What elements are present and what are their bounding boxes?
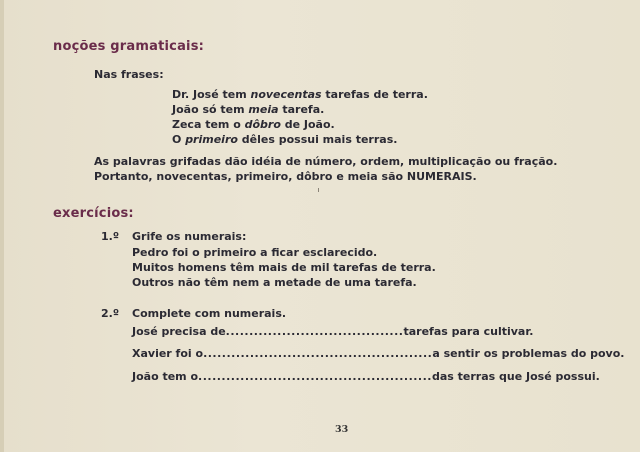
fill-in-prefix: José precisa de bbox=[132, 325, 226, 338]
intro-text: Nas frases: bbox=[94, 68, 164, 81]
example-sentence: João só tem meia tarefa. bbox=[172, 103, 325, 116]
fill-in-line bbox=[132, 370, 600, 383]
section-title-exercises: exercícios: bbox=[53, 206, 134, 221]
explanation-line: Portanto, novecentas, primeiro, dôbro e meia são NUMERAIS. bbox=[94, 170, 477, 183]
exercise-instruction: Complete com numerais. bbox=[132, 307, 287, 320]
page-edge bbox=[0, 0, 4, 452]
fill-in-line bbox=[132, 325, 533, 338]
fill-in-blank: .................................................. bbox=[198, 370, 432, 383]
exercise-instruction: Grife os numerais: bbox=[132, 230, 247, 243]
exercise-number: 2.º bbox=[101, 307, 120, 320]
exercise-number: 1.º bbox=[101, 230, 120, 243]
section-title-grammar: noções gramaticais: bbox=[53, 39, 205, 54]
page-number: 33 bbox=[335, 424, 349, 435]
fill-in-suffix: a sentir os problemas do povo. bbox=[432, 347, 625, 360]
example-sentence: Zeca tem o dôbro de João. bbox=[172, 118, 335, 131]
example-sentence: Dr. José tem novecentas tarefas de terra. bbox=[172, 88, 428, 101]
exercise-line: Muitos homens têm mais de mil tarefas de terra. bbox=[132, 261, 436, 274]
fill-in-line bbox=[132, 347, 624, 360]
exercise-line: Pedro foi o primeiro a ficar esclarecido. bbox=[132, 246, 378, 259]
fill-in-prefix: João tem o bbox=[132, 370, 199, 383]
explanation-line: As palavras grifadas dão idéia de número, ordem, multiplicação ou fração. bbox=[94, 155, 558, 168]
fill-in-blank: ...................................... bbox=[225, 325, 404, 338]
print-speck bbox=[318, 188, 319, 192]
fill-in-blank: ................................................. bbox=[203, 347, 433, 360]
exercise-line: Outros não têm nem a metade de uma tarefa. bbox=[132, 276, 417, 289]
fill-in-suffix: das terras que José possui. bbox=[431, 370, 600, 383]
fill-in-prefix: Xavier foi o bbox=[132, 347, 204, 360]
example-sentence: O primeiro dêles possui mais terras. bbox=[172, 133, 398, 146]
fill-in-suffix: tarefas para cultivar. bbox=[403, 325, 534, 338]
